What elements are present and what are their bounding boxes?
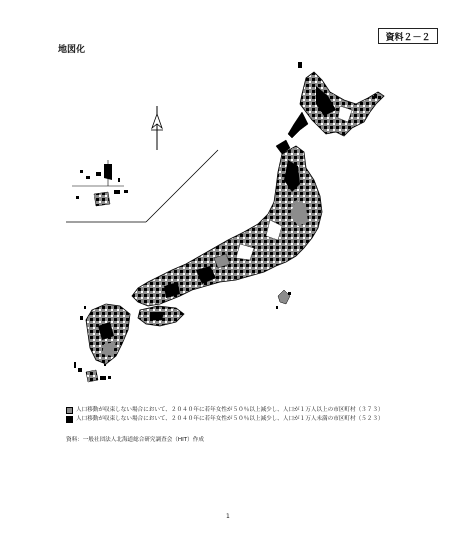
legend-text: 人口移動が収束しない場合において、２０４０年に若年女性が５０％以上減少し、人口が１万人未満の市区町村（５２３） (76, 416, 384, 422)
legend-item-over-10000 (66, 406, 384, 415)
page-number: 1 (226, 513, 230, 520)
grey-swatch (66, 407, 73, 414)
black-swatch (66, 416, 73, 423)
shikoku-island (138, 306, 184, 326)
kyushu-island (80, 304, 130, 364)
document-label: 資料２－２ (378, 28, 438, 44)
source-note: 資料：一般社団法人北海道総合研究調査会（HIT）作成 (66, 437, 204, 443)
honshu-island (132, 140, 322, 309)
north-arrow-icon (151, 106, 163, 150)
legend-item-under-10000 (66, 415, 384, 424)
map-legend (66, 406, 384, 424)
hokkaido-region (288, 62, 384, 138)
southern-islands (74, 362, 111, 382)
page-title: 地図化 (58, 45, 86, 55)
okinawa-inset (66, 150, 218, 222)
legend-text: 人口移動が収束しない場合において、２０４０年に若年女性が５０％以上減少し、人口が１万人以上の市区町村（３７３） (76, 407, 384, 413)
